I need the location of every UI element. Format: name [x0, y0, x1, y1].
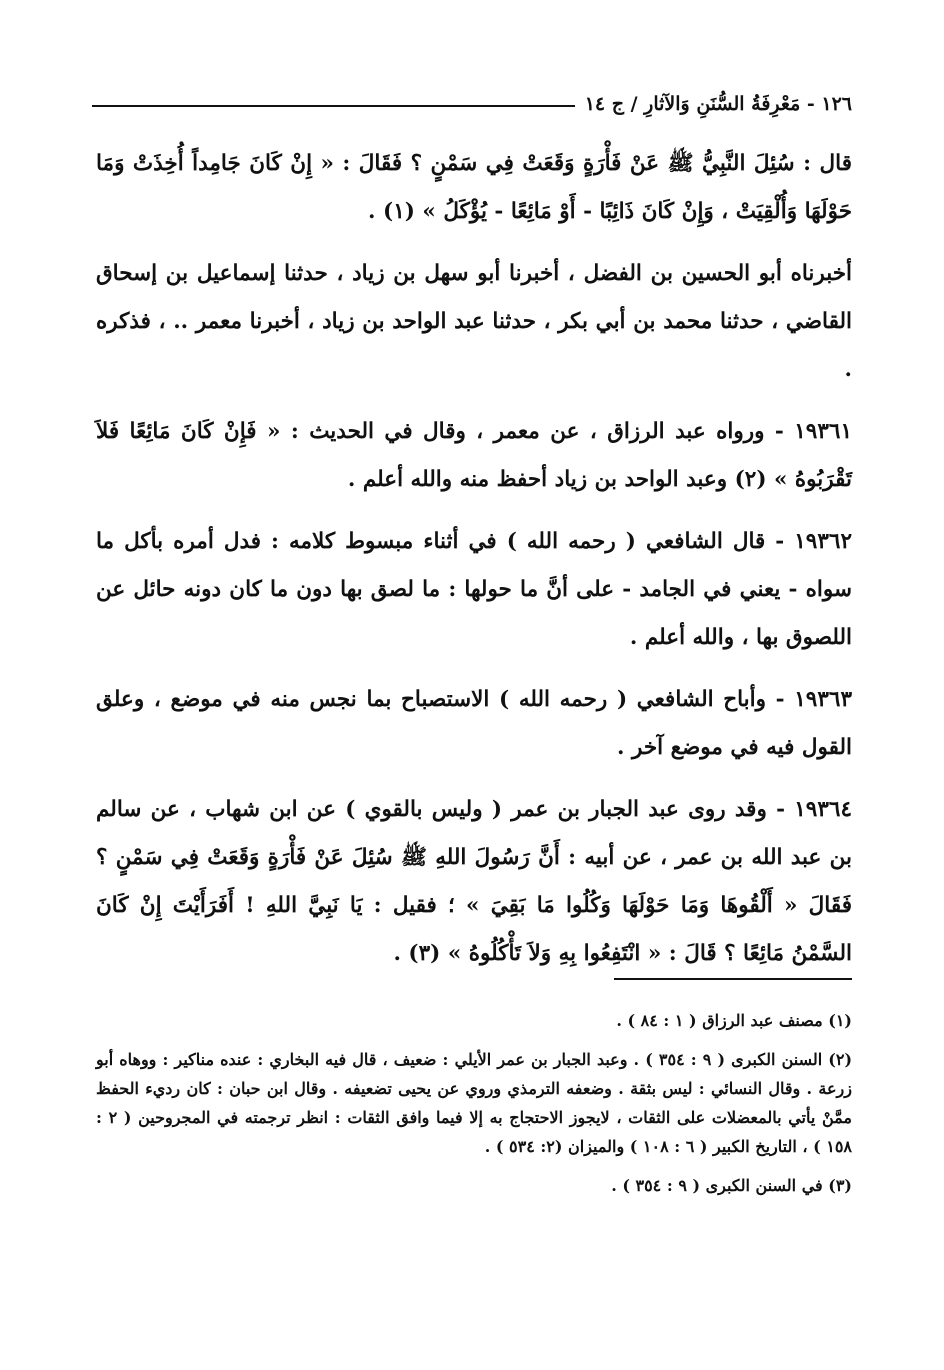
paragraph-3: ١٩٣٦١ - ورواه عبد الرزاق ، عن معمر ، وقال في الحديث : « فَإِنْ كَانَ مَائِعًا فَلاَ تَقْرَبُوهُ » (٢) وعبد الواحد بن زياد أحفظ منه والله أعلم .	[96, 419, 852, 492]
footnote-separator	[614, 978, 852, 980]
paragraph-5: ١٩٣٦٣ - وأباح الشافعي ( رحمه الله ) الاستصباح بما نجس منه في موضع ، وعلق القول فيه في موضع آخر .	[96, 687, 852, 760]
main-text	[96, 140, 852, 992]
paragraph-1: قال : سُئِلَ النَّبِيُّ ﷺ عَنْ فَأْرَةٍ وَقَعَتْ فِي سَمْنٍ ؟ فَقَالَ : « إِنْ كَانَ جَامِداً أُخِذَتْ وَمَا حَوْلَهَا وَأُلْقِيَتْ ، وَإِنْ كَانَ ذَائِبًا - أَوْ مَائِعًا - يُؤْكَلُ » (١) .	[96, 151, 852, 224]
footnote-1: (١) مصنف عبد الرزاق ( ١ : ٨٤ ) .	[616, 1011, 852, 1030]
page-header	[92, 84, 852, 124]
header-rule	[92, 105, 575, 107]
paragraph-2: أخبرناه أبو الحسين بن الفضل ، أخبرنا أبو سهل بن زياد ، حدثنا إسماعيل بن إسحاق القاضي ، حدثنا محمد بن أبي بكر ، حدثنا عبد الواحد بن زياد ، أخبرنا معمر .. ، فذكره .	[96, 261, 852, 382]
paragraph-6: ١٩٣٦٤ - وقد روى عبد الجبار بن عمر ( وليس بالقوي ) عن ابن شهاب ، عن سالم بن عبد الله بن عمر ، عن أبيه : أَنَّ رَسُولَ اللهِ ﷺ سُئِلَ عَنْ فَأْرَةٍ وَقَعَتْ فِي سَمْنٍ ؟ فَقَالَ « أَلْقُوهَا وَمَا حَوْلَهَا وَكُلُوا مَا بَقِيَ » ؛ فقيل : يَا نَبِيَّ اللهِ ! أَفَرَأَيْتَ إِنْ كَانَ السَّمْنُ مَائِعًا ؟ قَالَ : « انْتَفِعُوا بِهِ وَلاَ تَأْكُلُوهُ » (٣) .	[96, 797, 852, 966]
footnotes	[96, 1006, 852, 1210]
paragraph-4: ١٩٣٦٢ - قال الشافعي ( رحمه الله ) في أثناء مبسوط كلامه : فدل أمره بأكل ما سواه - يعني في الجامد - على أنَّ ما حولها : ما لصق بها دون ما كان دونه حائل عن اللصوق بها ، والله أعلم .	[96, 529, 852, 650]
footnote-3: (٣) في السنن الكبرى ( ٩ : ٣٥٤ ) .	[611, 1176, 852, 1195]
running-title: ١٢٦ - مَعْرِفَةُ السُّنَنِ وَالآثارِ / ج ١٤	[584, 93, 852, 115]
footnote-2: (٢) السنن الكبرى ( ٩ : ٣٥٤ ) . وعبد الجبار بن عمر الأيلي : ضعيف ، قال فيه البخاري : عنده مناكير : ووهاه أبو زرعة . وقال النسائي : ليس بثقة . وضعفه الترمذي وروي عن يحيى تضعيفه . وقال ابن حبان : كان رديء الحفظ ممَّنْ يأتي بالمعضلات على الثقات ، لايجوز الاحتجاج به إلا فيما وافق الثقات : انظر ترجمته في المجروحين ( ٢ : ١٥٨ ) ، التاريخ الكبير ( ٦ : ١٠٨ ) والميزان (٢: ٥٣٤ ) .	[96, 1050, 853, 1156]
